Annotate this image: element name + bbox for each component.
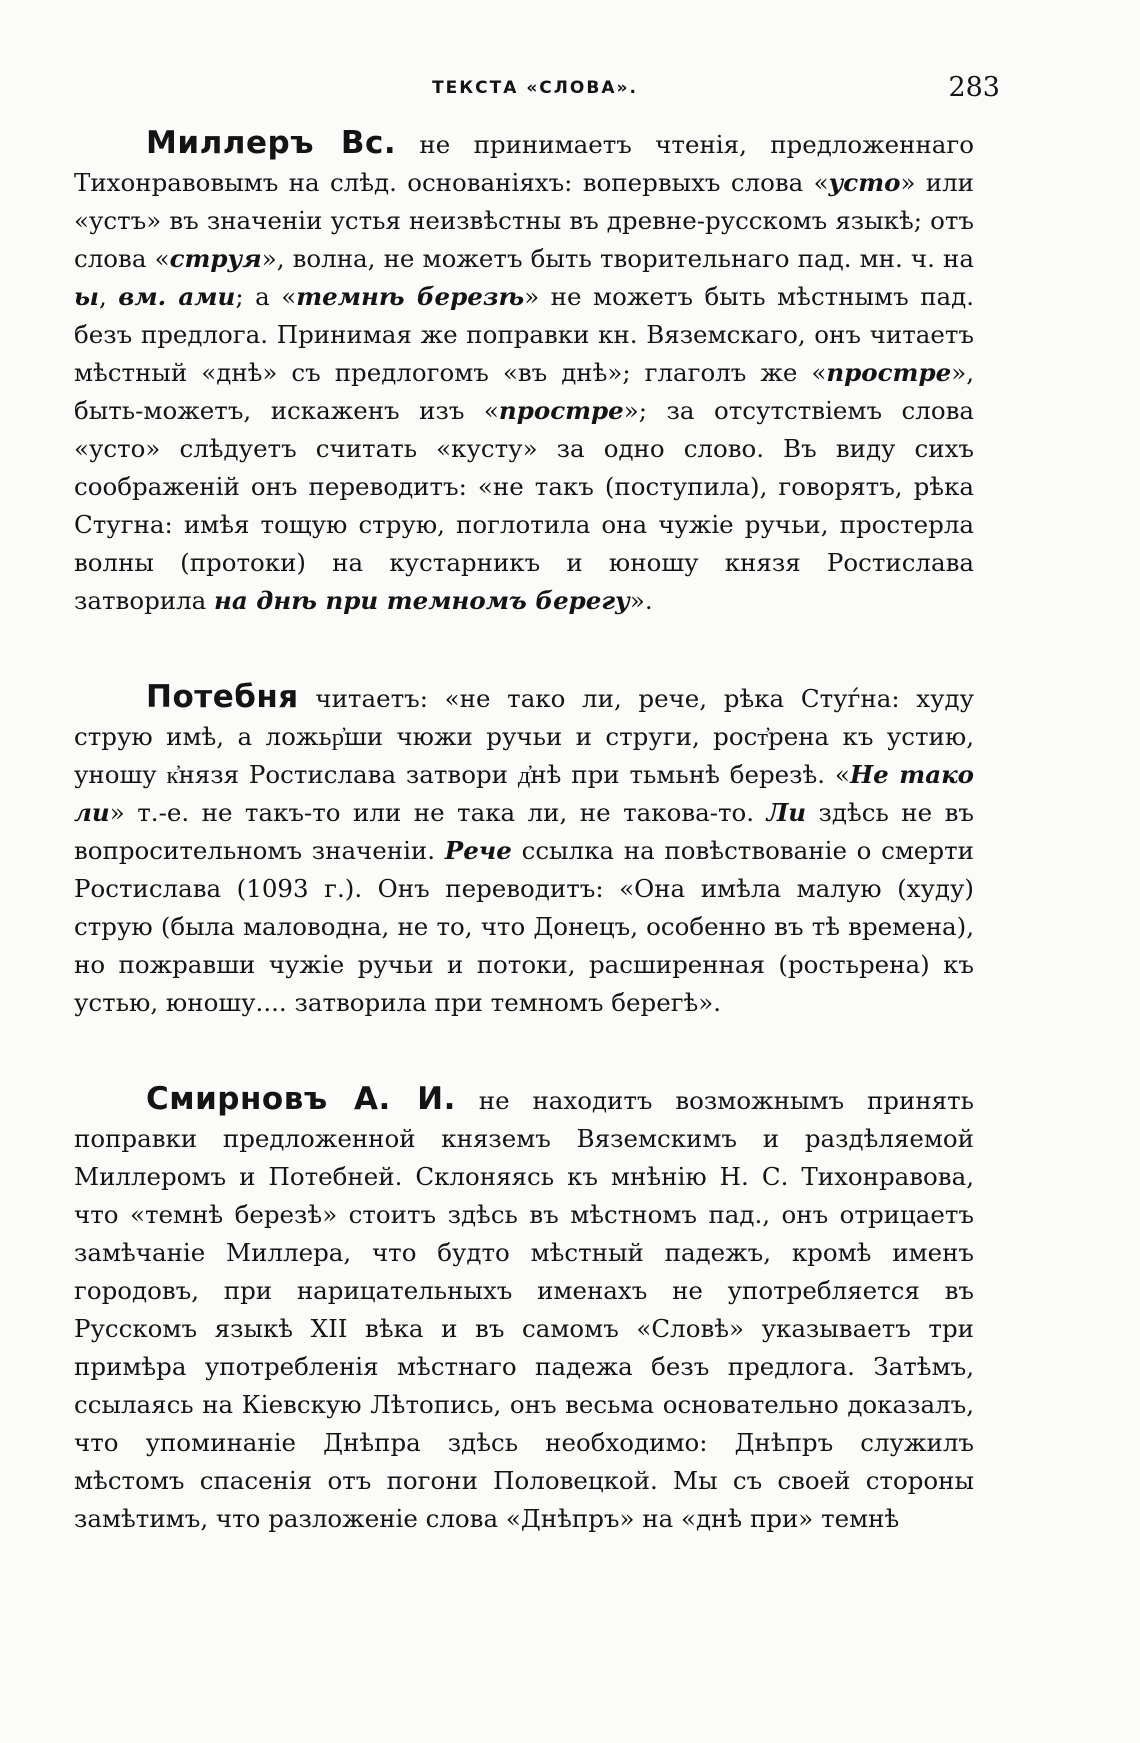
page-header — [70, 72, 1000, 110]
italic-text: на днѣ при темномъ берегу — [214, 586, 630, 615]
italic-text: Не тако ли — [74, 760, 974, 827]
text-run: ; а « — [235, 282, 297, 311]
paragraph-smirnov — [74, 1080, 974, 1538]
italic-text: струя — [169, 244, 262, 273]
text-run: , — [98, 282, 119, 311]
paragraph-miller — [74, 124, 974, 620]
text-run: не находитъ возможнымъ принять поправки предложенной княземъ Вяземскимъ и раздѣляемой Миллеромъ и Потебней. Склоняясь къ мнѣнію Н. С. Тихонравова, что «темнѣ березѣ» стоитъ здѣсь въ мѣстномъ пад., онъ отрицаетъ замѣчаніе Миллера, что будто мѣстный падежъ, кромѣ именъ городовъ, при нарицательныхъ именахъ не употребляется въ Русскомъ языкѣ XII вѣка и въ самомъ «Словѣ» указываетъ три примѣра употребленія мѣстнаго падежа безъ предлога. Затѣмъ, ссылаясь на Кіевскую Лѣтопись, онъ весьма основательно доказалъ, что упоминаніе Днѣпра здѣсь необходимо: Днѣпръ служилъ мѣстомъ спасенія отъ погони Половецкой. Мы съ своей стороны замѣтимъ, что разложеніе слова «Днѣпръ» на «днѣ при» темнѣ — [74, 1086, 974, 1533]
author-name: Потебня — [146, 679, 299, 715]
text-run: » т.-е. не такъ-то или не така ли, не такова-то. — [109, 798, 767, 827]
italic-text: вм. ами — [118, 282, 236, 311]
paragraph-text — [74, 1086, 974, 1533]
text-run: здѣсь не въ вопросительномъ значеніи. — [74, 798, 974, 865]
paragraph-potebnya — [74, 678, 974, 1022]
italic-text: ы — [74, 282, 99, 311]
text-run: не принимаетъ чтенія, предложеннаго Тихонравовымъ на слѣд. основаніяхъ: вопервыхъ слова « — [74, 130, 974, 197]
author-name: Миллеръ Вс. — [146, 125, 397, 161]
text-run: » или «устъ» въ значеніи устья неизвѣстны въ древне-русскомъ языкѣ; отъ слова « — [74, 168, 975, 273]
text-run: ». — [629, 586, 653, 615]
author-name: Смирновъ А. И. — [146, 1081, 456, 1117]
text-run: » не можетъ быть мѣстнымъ пад. безъ предлога. Принимая же поправки кн. Вяземскаго, онъ читаетъ мѣстный «днѣ» съ предлогомъ «въ днѣ»; глаголъ же « — [74, 282, 975, 387]
italic-text: простре — [826, 358, 952, 387]
italic-text: Ли — [766, 798, 807, 827]
page-number: 283 — [948, 72, 1000, 103]
text-run: ссылка на повѣствованіе о смерти Ростислава (1093 г.). Онъ переводитъ: «Она имѣла малую (худу) струю (была маловодна, не то, что Донецъ, особенно въ тѣ времена), но пожравши чужіе ручьи и потоки, расширенная (ростьрена) къ устью, юношу.... затворила при темномъ берегѣ». — [74, 836, 974, 1017]
text-run: читаетъ: «не тако ли, рече, рѣка Стуѓна: худу струю имѣ, а ложьр҆ши чюжи ручьи и струги, рост҆рена къ устию, уношу к҆нязя Ростислава затвори д҆нѣ при тьмьнѣ березѣ. « — [74, 684, 974, 789]
body-text — [74, 124, 974, 1596]
text-run: »; за отсутствіемъ слова «усто» слѣдуетъ считать «кусту» за одно слово. Въ виду сихъ соображеній онъ переводитъ: «не такъ (поступила), говорятъ, рѣка Стугна: имѣя тощую струю, поглотила она чужіе ручьи, простерла волны (протоки) на кустарникъ и юношу князя Ростислава затворила — [74, 396, 974, 615]
text-run: », быть-можетъ, искаженъ изъ « — [74, 358, 974, 425]
text-run: », волна, не можетъ быть творительнаго пад. мн. ч. на — [261, 244, 974, 273]
italic-text: усто — [828, 168, 901, 197]
italic-text: Рече — [444, 836, 512, 865]
italic-text: темнѣ березѣ — [296, 282, 525, 311]
paragraph-text — [74, 684, 974, 1017]
paragraph-text — [74, 130, 974, 615]
running-title: ТЕКСТА «СЛОВА». — [432, 78, 638, 98]
italic-text: простре — [498, 396, 624, 425]
